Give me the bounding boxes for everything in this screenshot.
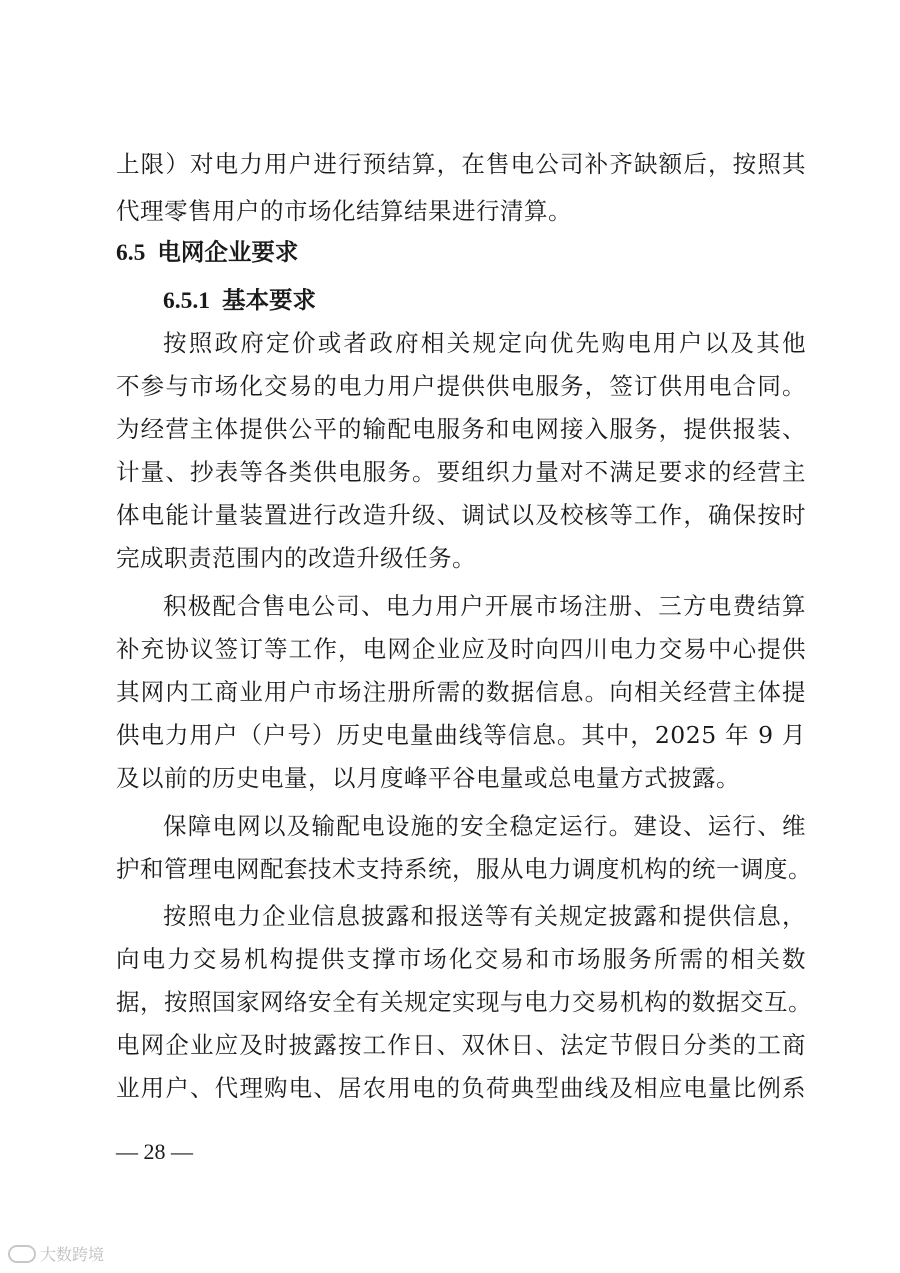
p4-line-3: 据，按照国家网络安全有关规定实现与电力交易机构的数据交互。 — [116, 988, 812, 1016]
p4-line-5: 业用户、代理购电、居农用电的负荷典型曲线及相应电量比例系 — [116, 1074, 806, 1102]
p4-line-2: 向电力交易机构提供支撑市场化交易和市场服务所需的相关数 — [116, 945, 806, 973]
p1-line-1: 按照政府定价或者政府相关规定向优先购电用户以及其他 — [163, 329, 806, 357]
watermark-text: 大数跨境 — [40, 1245, 105, 1264]
p3-line-1: 保障电网以及输配电设施的安全稳定运行。建设、运行、维 — [163, 812, 806, 840]
section-number: 6.5 — [116, 240, 146, 266]
watermark-logo-icon — [8, 1245, 36, 1263]
p2-line-3: 其网内工商业用户市场注册所需的数据信息。向相关经营主体提 — [116, 678, 806, 706]
p1-line-2: 不参与市场化交易的电力用户提供供电服务，签订供用电合同。 — [116, 372, 806, 400]
section-heading — [116, 236, 298, 269]
p3-line-2: 护和管理电网配套技术支持系统，服从电力调度机构的统一调度。 — [116, 855, 812, 883]
p2-line-5: 及以前的历史电量，以月度峰平谷电量或总电量方式披露。 — [116, 764, 740, 792]
intro-line-2: 代理零售用户的市场化结算结果进行清算。 — [116, 197, 572, 225]
p2-line-1: 积极配合售电公司、电力用户开展市场注册、三方电费结算 — [163, 592, 806, 620]
subsection-title: 基本要求 — [222, 286, 316, 314]
p2-line-2: 补充协议签订等工作，电网企业应及时向四川电力交易中心提供 — [116, 635, 806, 663]
p1-line-6: 完成职责范围内的改造升级任务。 — [116, 544, 476, 572]
subsection-heading — [163, 284, 316, 317]
section-title: 电网企业要求 — [157, 238, 299, 266]
intro-line-1: 上限）对电力用户进行预结算，在售电公司补齐缺额后，按照其 — [116, 150, 806, 178]
p4-line-1: 按照电力企业信息披露和报送等有关规定披露和提供信息， — [163, 902, 806, 930]
p2-line-4: 供电力用户（户号）历史电量曲线等信息。其中，2025 年 9 月 — [116, 721, 806, 749]
page-number: — 28 — — [116, 1139, 193, 1164]
p4-line-4: 电网企业应及时披露按工作日、双休日、法定节假日分类的工商 — [116, 1031, 806, 1059]
p1-line-3: 为经营主体提供公平的输配电服务和电网接入服务，提供报装、 — [116, 415, 806, 443]
p1-line-4: 计量、抄表等各类供电服务。要组织力量对不满足要求的经营主 — [116, 458, 806, 486]
subsection-number: 6.5.1 — [163, 288, 210, 314]
p1-line-5: 体电能计量装置进行改造升级、调试以及校核等工作，确保按时 — [116, 501, 806, 529]
watermark — [8, 1242, 104, 1265]
